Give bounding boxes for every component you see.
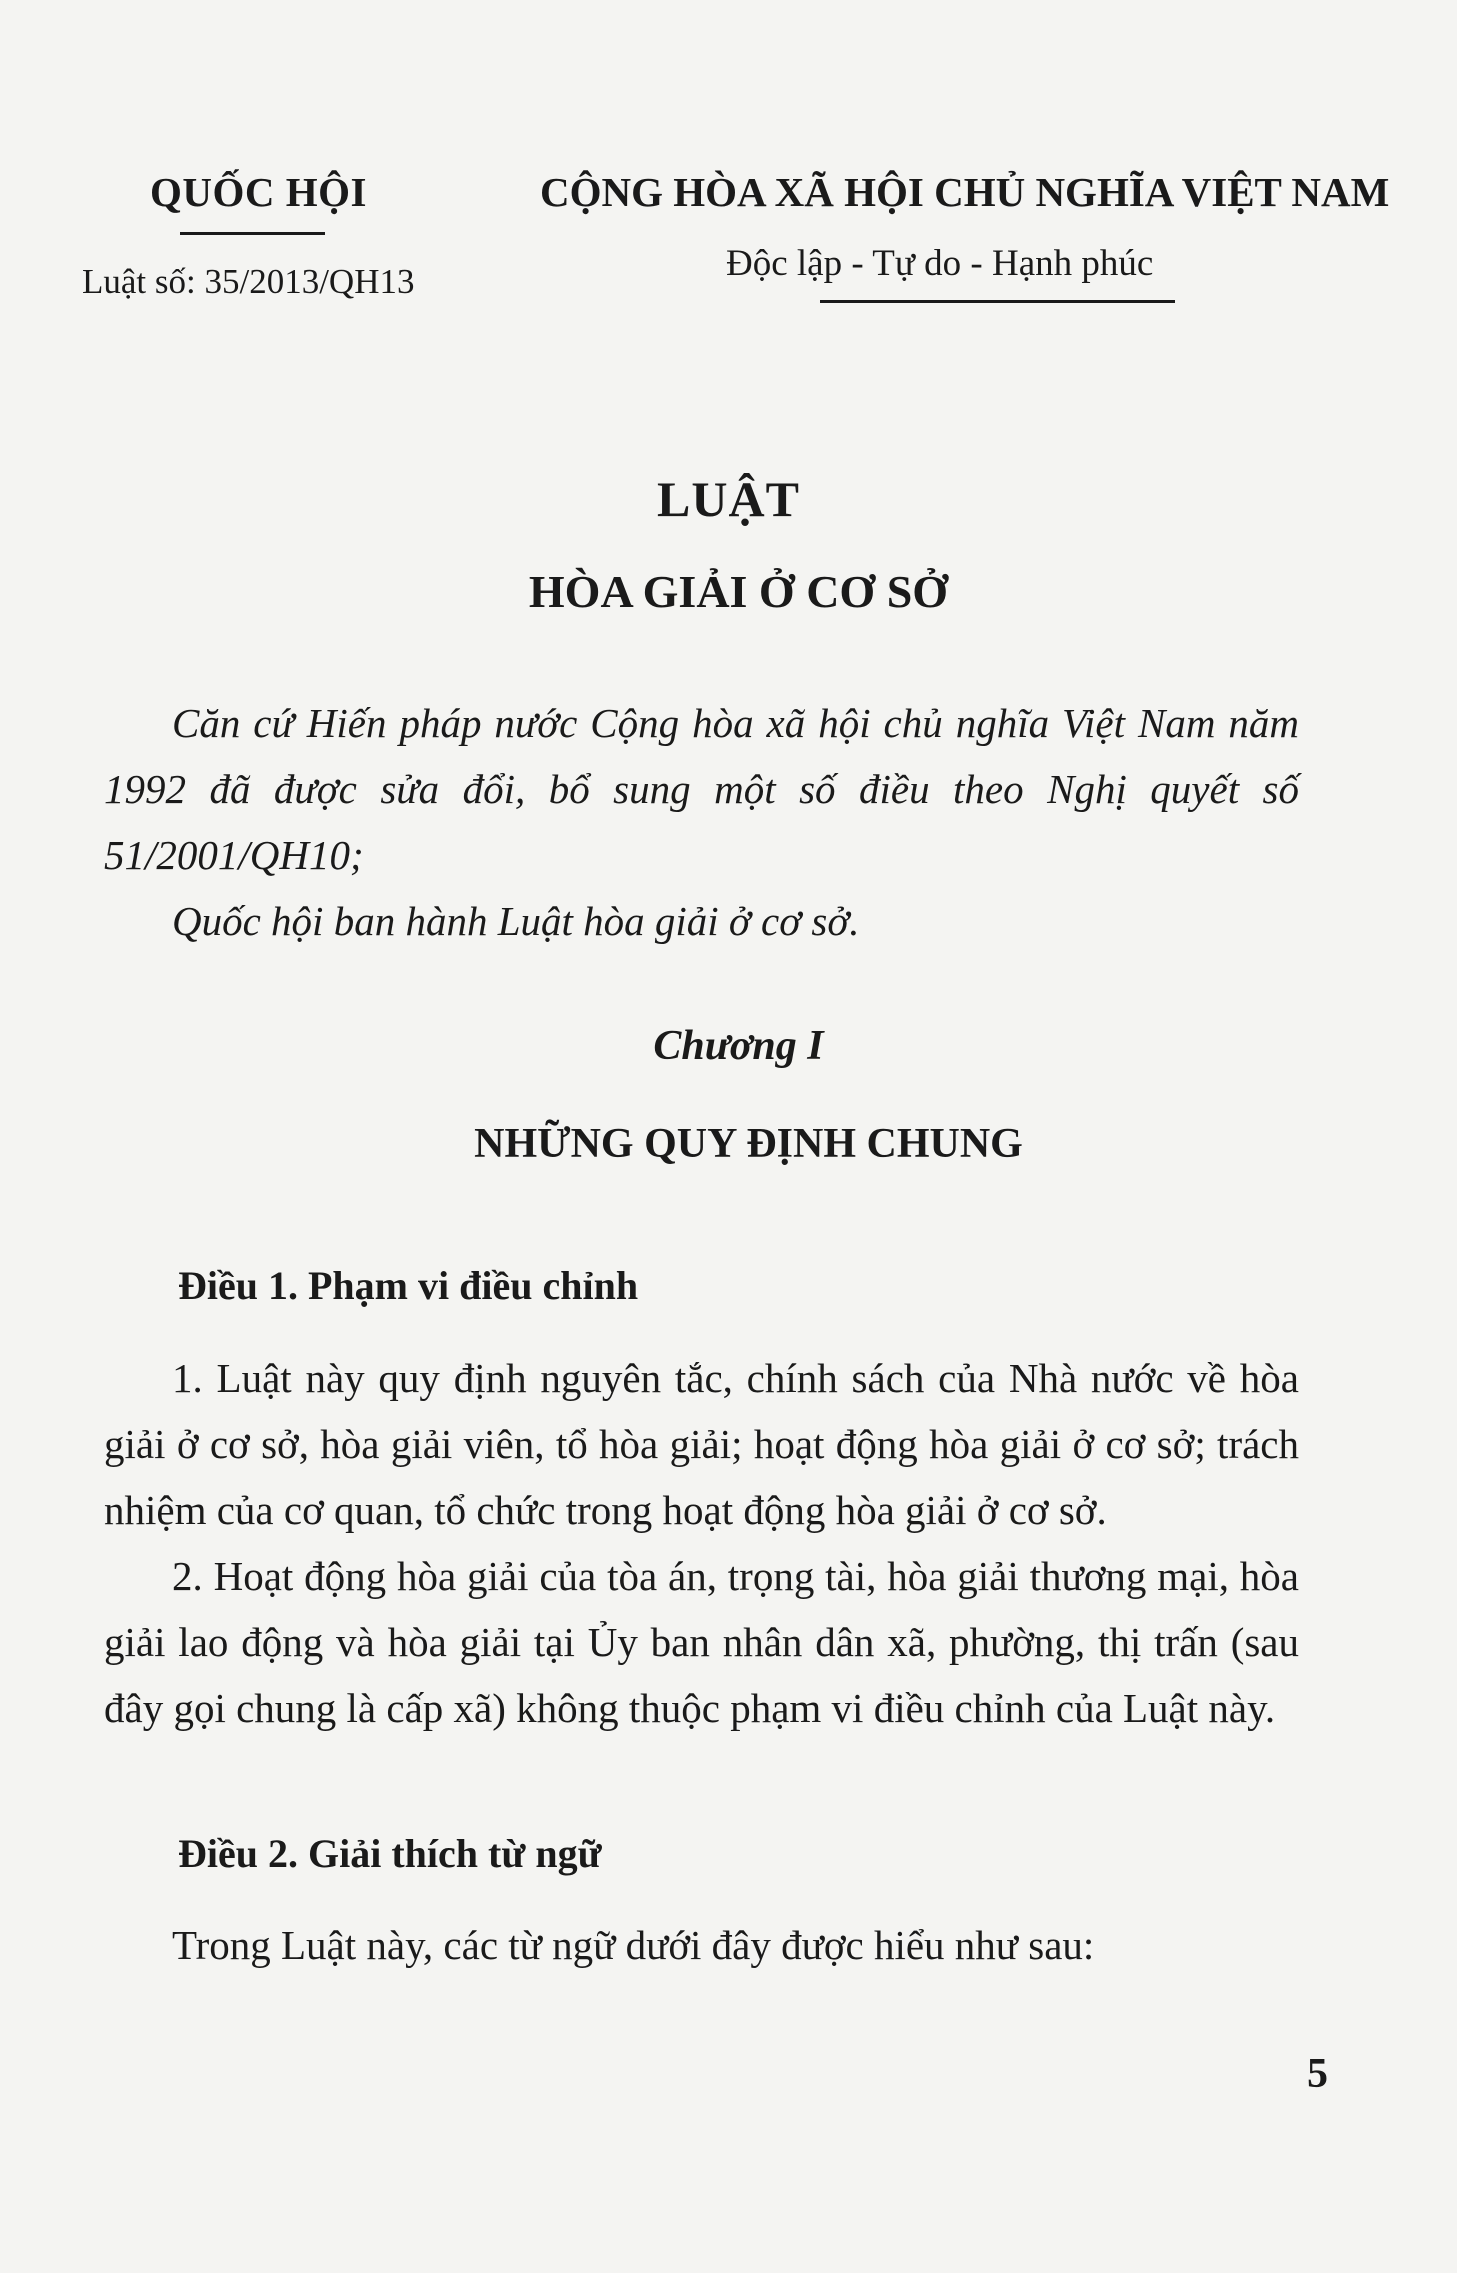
article-1-heading: Điều 1. Phạm vi điều chỉnh <box>178 1263 639 1308</box>
preamble-basis: Căn cứ Hiến pháp nước Cộng hòa xã hội chủ nghĩa Việt Nam năm 1992 đã được sửa đổi, bổ sung một số điều theo Nghị quyết số 51/2001/QH10; <box>104 700 1299 878</box>
article-1-body <box>104 1345 1299 1741</box>
article-2-body <box>104 1912 1299 1978</box>
law-number: Luật số: 35/2013/QH13 <box>82 262 415 301</box>
page-number: 5 <box>1307 2051 1328 2097</box>
article-2-intro: Trong Luật này, các từ ngữ dưới đây được hiểu như sau: <box>172 1922 1095 1968</box>
national-motto: Độc lập - Tự do - Hạnh phúc <box>726 243 1154 284</box>
article-1-clause-1: 1. Luật này quy định nguyên tắc, chính sách của Nhà nước về hòa giải ở cơ sở, hòa giải viên, tổ hòa giải; hoạt động hòa giải ở cơ sở; trách nhiệm của cơ quan, tổ chức trong hoạt động hòa giải ở cơ sở. <box>104 1355 1299 1533</box>
issuing-organization: QUỐC HỘI <box>150 169 367 215</box>
article-1-clause-2: 2. Hoạt động hòa giải của tòa án, trọng tài, hòa giải thương mại, hòa giải lao động và hòa giải tại Ủy ban nhân dân xã, phường, thị trấn (sau đây gọi chung là cấp xã) không thuộc phạm vi điều chỉnh của Luật này. <box>104 1553 1299 1731</box>
chapter-title: NHỮNG QUY ĐỊNH CHUNG <box>474 1121 1023 1167</box>
divider-right <box>820 300 1175 303</box>
preamble-enactment: Quốc hội ban hành Luật hòa giải ở cơ sở. <box>172 898 860 944</box>
preamble <box>104 690 1299 954</box>
document-subtitle: HÒA GIẢI Ở CƠ SỞ <box>528 566 949 617</box>
document-title: LUẬT <box>657 471 800 527</box>
article-2-heading: Điều 2. Giải thích từ ngữ <box>178 1831 602 1876</box>
chapter-label: Chương I <box>653 1023 824 1069</box>
divider-left <box>180 232 325 235</box>
national-name: CỘNG HÒA XÃ HỘI CHỦ NGHĨA VIỆT NAM <box>540 169 1390 215</box>
